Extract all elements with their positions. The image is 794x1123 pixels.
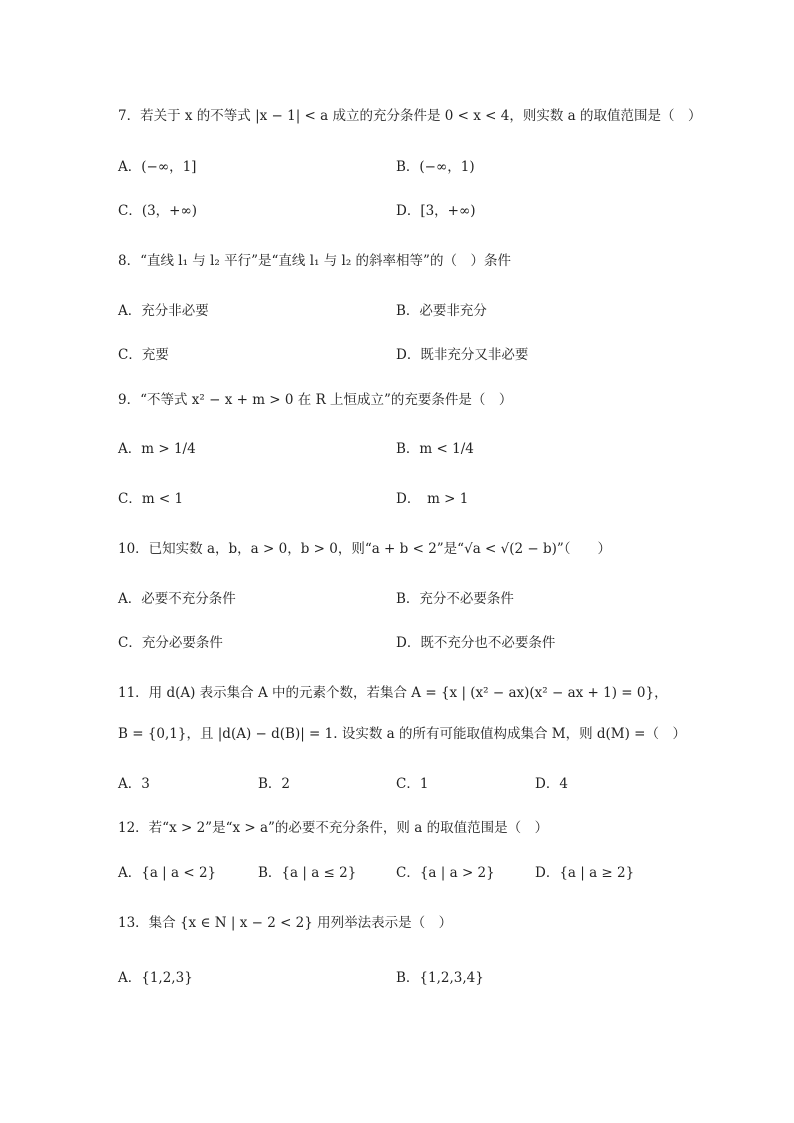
question-11-option-d: D．4 — [535, 776, 568, 792]
question-10-option-c: C．充分必要条件 — [118, 635, 223, 651]
question-12-option-a: A．{a | a < 2} — [118, 865, 217, 881]
question-12-stem: 12．若“x > 2”是“x > a”的必要不充分条件，则 a 的取值范围是（ ） — [118, 820, 549, 836]
question-10-stem: 10．已知实数 a，b，a > 0，b > 0，则“a + b < 2”是“√a < √(2 − b)”（ ） — [118, 541, 612, 557]
question-10-option-b: B．充分不必要条件 — [396, 591, 514, 607]
question-12-option-b: B．{a | a ≤ 2} — [258, 865, 357, 881]
question-11-option-a: A．3 — [118, 776, 150, 792]
question-9-option-a: A．m > 1/4 — [118, 441, 196, 457]
question-8-option-d: D．既非充分又非必要 — [396, 347, 529, 363]
question-12-option-d: D．{a | a ≥ 2} — [535, 865, 635, 881]
question-7-stem: 7．若关于 x 的不等式 |x − 1| < a 成立的充分条件是 0 < x < 4，则实数 a 的取值范围是（ ） — [118, 108, 702, 124]
question-7-option-d: D．[3，+∞) — [396, 203, 476, 219]
question-7-option-a: A．(−∞，1] — [118, 159, 197, 175]
question-8-stem: 8．“直线 l₁ 与 l₂ 平行”是“直线 l₁ 与 l₂ 的斜率相等”的（ ）条件 — [118, 253, 511, 269]
question-11-option-b: B．2 — [258, 776, 291, 792]
question-13-option-a: A．{1,2,3} — [118, 970, 193, 986]
question-8-option-b: B．必要非充分 — [396, 303, 487, 319]
question-12-option-c: C．{a | a > 2} — [396, 865, 495, 881]
question-10-option-d: D．既不充分也不必要条件 — [396, 635, 556, 651]
question-8-option-a: A．充分非必要 — [118, 303, 209, 319]
question-13-stem: 13．集合 {x ∈ N | x − 2 < 2} 用列举法表示是（ ） — [118, 915, 453, 931]
question-7-option-c: C．(3，+∞) — [118, 203, 198, 219]
question-11-stem-continued: B = {0,1}，且 |d(A) − d(B)| = 1. 设实数 a 的所有可能取值构成集合 M，则 d(M) =（ ） — [118, 726, 686, 742]
question-13-option-b: B．{1,2,3,4} — [396, 970, 484, 986]
question-11-stem: 11．用 d(A) 表示集合 A 中的元素个数，若集合 A = {x | (x² − ax)(x² − ax + 1) = 0}， — [118, 685, 668, 701]
question-7-option-b: B．(−∞，1) — [396, 159, 475, 175]
question-9-stem: 9．“不等式 x² − x + m > 0 在 R 上恒成立”的充要条件是（ ） — [118, 392, 513, 408]
question-11-option-c: C．1 — [396, 776, 429, 792]
question-10-option-a: A．必要不充分条件 — [118, 591, 236, 607]
question-9-option-d: D． m > 1 — [396, 491, 469, 507]
question-9-option-c: C．m < 1 — [118, 491, 184, 507]
question-9-option-b: B．m < 1/4 — [396, 441, 474, 457]
question-8-option-c: C．充要 — [118, 347, 169, 363]
